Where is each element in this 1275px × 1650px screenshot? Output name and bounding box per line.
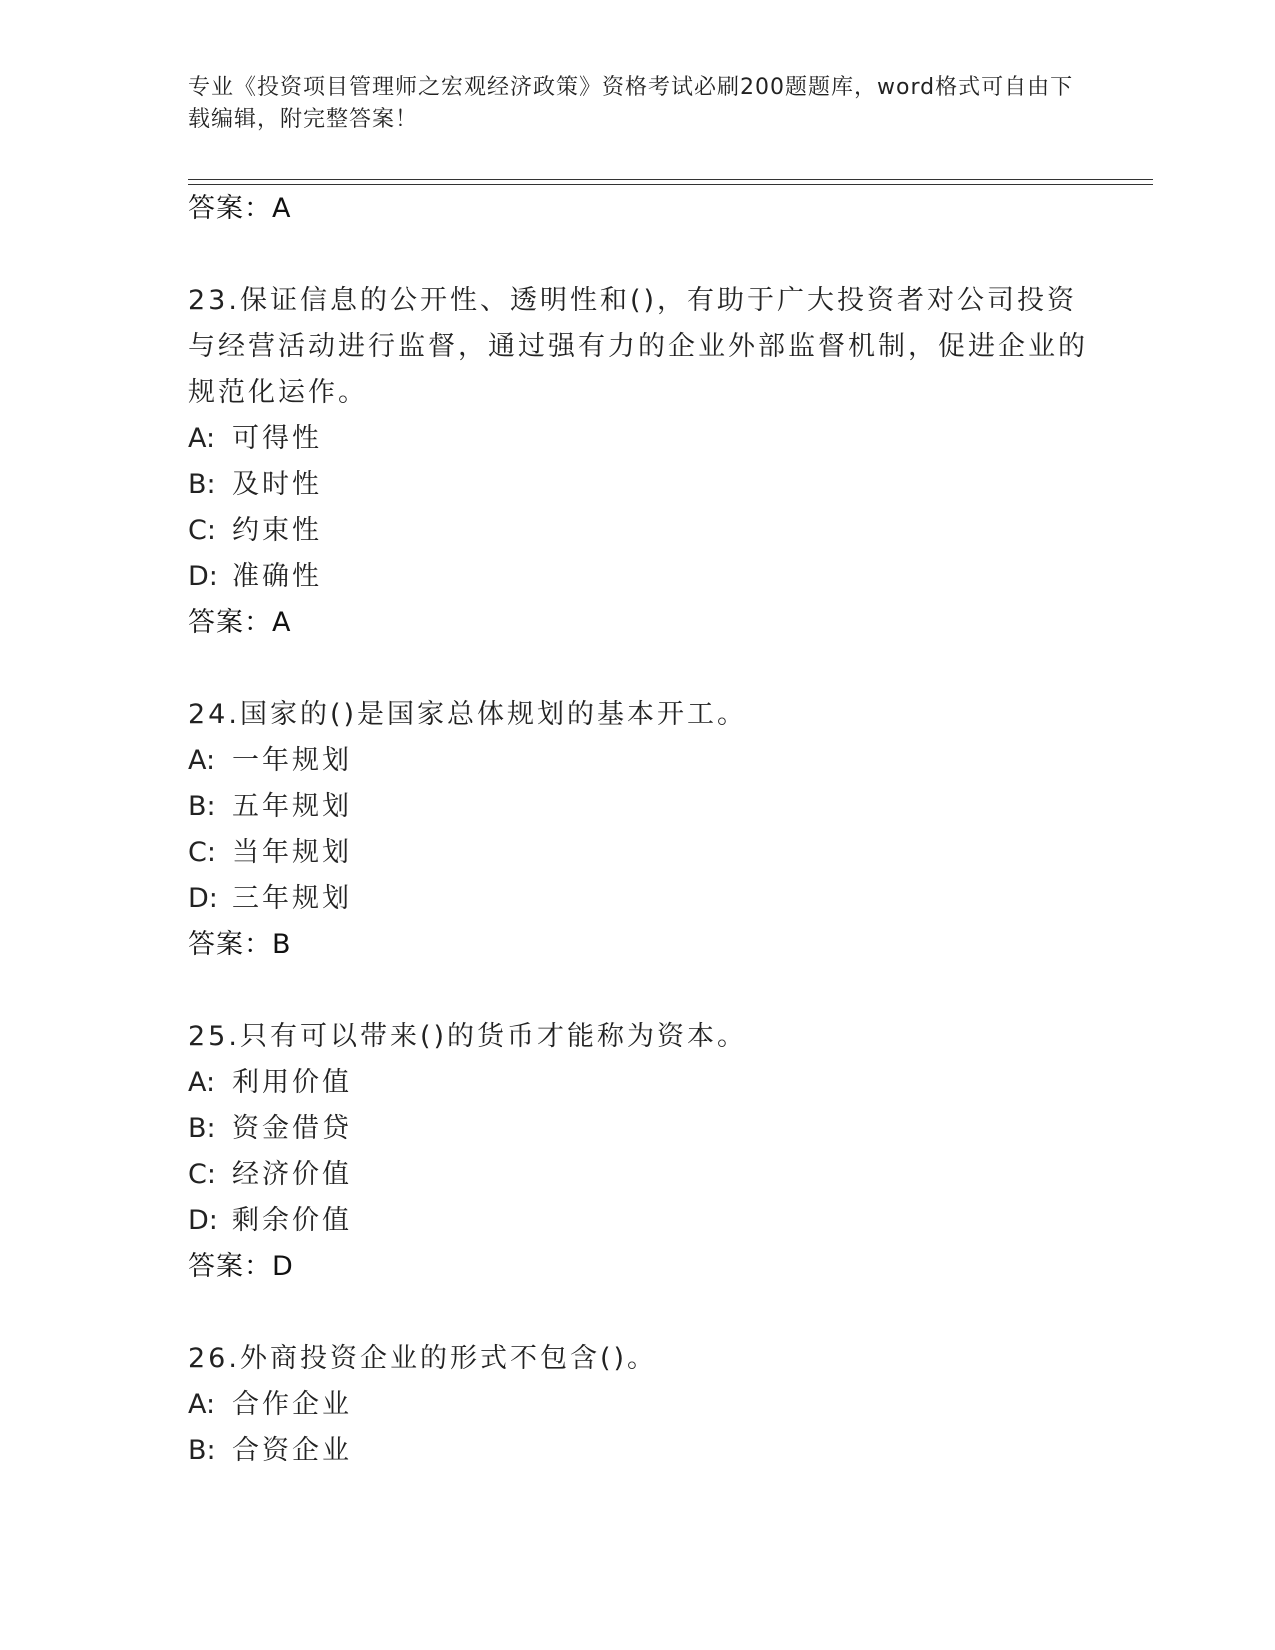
option-key: D: — [188, 561, 218, 592]
option-text: 合作企业 — [232, 1389, 352, 1420]
option-key: B: — [188, 469, 216, 500]
option-key: D: — [188, 1205, 218, 1236]
option-a — [188, 416, 1088, 462]
option-key: A: — [188, 1389, 216, 1420]
option-text: 及时性 — [232, 469, 322, 500]
option-key: C: — [188, 515, 216, 546]
option-a — [188, 1382, 1088, 1428]
question-stem: 25.只有可以带来()的货币才能称为资本。 — [188, 1021, 748, 1052]
option-text: 五年规划 — [232, 791, 352, 822]
question-block — [188, 692, 1088, 968]
answer-line: 答案：D — [188, 1251, 294, 1282]
option-text: 合资企业 — [232, 1435, 352, 1466]
answer-line: 答案：B — [188, 929, 292, 960]
question-block — [188, 1014, 1088, 1290]
option-text: 经济价值 — [232, 1159, 352, 1190]
option-d — [188, 554, 1088, 600]
option-text: 资金借贷 — [232, 1113, 352, 1144]
option-a — [188, 738, 1088, 784]
option-text: 可得性 — [232, 423, 322, 454]
question-list — [188, 186, 1088, 1474]
option-c — [188, 508, 1088, 554]
option-key: C: — [188, 1159, 216, 1190]
option-text: 三年规划 — [232, 883, 352, 914]
option-d — [188, 1198, 1088, 1244]
page-header: 专业《投资项目管理师之宏观经济政策》资格考试必刷200题题库，word格式可自由下载编辑，附完整答案！ — [188, 75, 1074, 132]
option-b — [188, 1428, 1088, 1474]
question-block — [188, 278, 1088, 646]
option-key: B: — [188, 791, 216, 822]
option-key: A: — [188, 745, 216, 776]
option-key: A: — [188, 423, 216, 454]
option-key: B: — [188, 1113, 216, 1144]
option-b — [188, 1106, 1088, 1152]
option-text: 利用价值 — [232, 1067, 352, 1098]
option-b — [188, 462, 1088, 508]
option-key: A: — [188, 1067, 216, 1098]
option-text: 一年规划 — [232, 745, 352, 776]
header-divider-top — [188, 179, 1153, 180]
option-c — [188, 1152, 1088, 1198]
option-text: 约束性 — [232, 515, 322, 546]
question-block — [188, 1336, 1088, 1474]
question-stem: 23.保证信息的公开性、透明性和()，有助于广大投资者对公司投资与经营活动进行监督，通过强有力的企业外部监督机制，促进企业的规范化运作。 — [188, 285, 1088, 408]
answer-line: 答案：A — [188, 193, 292, 224]
option-text: 剩余价值 — [232, 1205, 352, 1236]
option-text: 准确性 — [232, 561, 322, 592]
question-stem: 26.外商投资企业的形式不包含()。 — [188, 1343, 658, 1374]
option-key: D: — [188, 883, 218, 914]
option-key: B: — [188, 1435, 216, 1466]
option-d — [188, 876, 1088, 922]
header-divider-bottom — [188, 184, 1153, 185]
option-c — [188, 830, 1088, 876]
option-b — [188, 784, 1088, 830]
option-a — [188, 1060, 1088, 1106]
option-text: 当年规划 — [232, 837, 352, 868]
option-key: C: — [188, 837, 216, 868]
answer-line: 答案：A — [188, 607, 292, 638]
question-stem: 24.国家的()是国家总体规划的基本开工。 — [188, 699, 748, 730]
